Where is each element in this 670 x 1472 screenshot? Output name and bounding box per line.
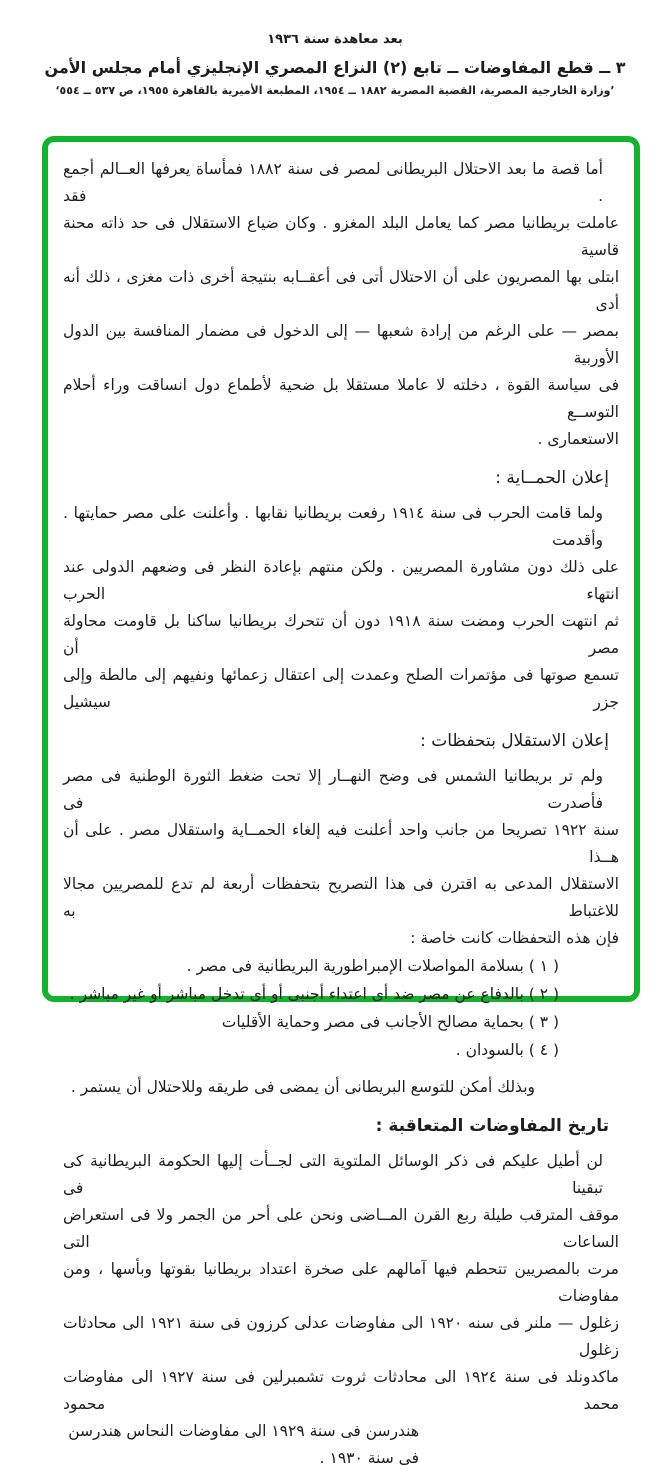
paragraph-line: سنة ١٩٢٢ تصريحا من جانب واحد أعلنت فيه إلغاء الحمــاية واستقلال مصر . على أن هــذا (63, 821, 619, 866)
paragraph-line: أما قصة ما بعد الاحتلال البريطانى لمصر فى سنة ١٨٨٢ فمأساة يعرفها العــالم أجمع . فقد (63, 160, 603, 205)
paragraph-line: مرت بالمصريين تتحطم فيها آمالهم على صخرة اعتداد بريطانيا بقوتها وبأسها ، ومن مفاوضات (63, 1260, 619, 1305)
paragraph-line: فإن هذه التحفظات كانت خاصة : (410, 929, 619, 947)
document-title: ٣ ــ قطع المفاوضات ــ تابع (٢) النزاع المصري الإنجليزي أمام مجلس الأمن (44, 58, 626, 77)
paragraph-line: بمصر — على الرغم من إرادة شعبها — إلى الدخول فى مضمار المنافسة بين الدول الأوربية (63, 322, 619, 367)
source-citation: ’وزارة الخارجية المصرية، القضية المصرية ١٨٨٢ ــ ١٩٥٤، المطبعة الأميرية بالقاهرة ١٩٥٥، ص ٥٣٧ ــ ٥٥٤‘ (55, 84, 615, 97)
section-heading-protection: إعلان الحمــاية : (495, 468, 609, 488)
list-item-2: ( ٢ ) بالدفاع عن مصر ضد أى اعتداء أجنبى أو أى تدخل مباشر أو غير مباشر . (69, 985, 559, 1003)
list-item-1: ( ١ ) بسلامة المواصلات الإمبراطورية البريطانية فى مصر . (186, 957, 559, 975)
paragraph-line: ولما قامت الحرب فى سنة ١٩١٤ رفعت بريطانيا نقابها . وأعلنت على مصر حمايتها . وأقدمت (63, 504, 603, 549)
paragraph-independence (63, 763, 619, 952)
paragraph-line: عاملت بريطانيا مصر كما يعامل البلد المغزو . وكان ضياع الاستقلال فى حد ذاته محنة قاسية (63, 214, 619, 259)
paragraph-occupation (63, 156, 619, 453)
paragraph-line: الاستقلال المدعى به اقترن فى هذا التصريح بتحفظات أربعة لم تدع للمصريين مجالا للاغتباط به (63, 875, 619, 920)
paragraph-line: تسمع صوتها فى مؤتمرات الصلح وعمدت إلى اعتقال زعمائها ونفيهم إلى مالطة وإلى جزر سيشيل (63, 666, 619, 711)
paragraph-line: ابتلى بها المصريون على أن الاحتلال أتى فى أعقــابه بنتيجة أخرى ذات مغزى ، ذلك أنه أدى (63, 268, 619, 313)
list-item-4: ( ٤ ) بالسودان . (455, 1041, 559, 1059)
section-heading-independence: إعلان الاستقلال بتحفظات : (420, 731, 609, 751)
closing-line: وبذلك أمكن للتوسع البريطانى أن يمضى فى طريقه وللاحتلال أن يستمر . (70, 1078, 535, 1096)
reservations-list (63, 952, 619, 1064)
paragraph-line: ولم تر بريطانيا الشمس فى وضح النهــار إلا تحت ضغط الثورة الوطنية فى مصر فأصدرت فى (63, 767, 603, 812)
paragraph-line: زغلول — ملنر فى سنه ١٩٢٠ الى مفاوضات عدلى كرزون فى سنة ١٩٢١ الى محادثات زغلول (63, 1314, 619, 1359)
paragraph-line: فى سياسة القوة ، دخلته لا عاملا مستقلا بل ضحية لأطماع دول انساقت وراء أحلام التوســع (63, 376, 619, 421)
paragraph-line: الاستعمارى . (537, 430, 619, 448)
paragraph-line: ماكدونلد فى سنة ١٩٢٤ الى محادثات ثروت تشمبرلين فى سنة ١٩٢٧ الى مفاوضات محمد محمود (63, 1368, 619, 1413)
paragraph-protection (63, 500, 619, 716)
green-border-frame (42, 136, 640, 1467)
section-heading-negotiations-history: تاريخ المفاوضات المتعاقبة : (375, 1116, 609, 1136)
treaty-year-line: بعد معاهدة سنة ١٩٣٦ (267, 32, 403, 47)
paragraph-negotiations (63, 1148, 619, 1472)
page-header (0, 0, 670, 97)
paragraph-line: هندرسن فى سنة ١٩٢٩ الى مفاوضات النحاس هندرسن فى سنة ١٩٣٠ . (68, 1422, 419, 1467)
paragraph-line: على ذلك دون مشاورة المصريين . ولكن منتهم بإعادة النظر فى وضعهم الدولى عند انتهاء الحرب (63, 558, 619, 603)
paragraph-line: موقف المترقب طيلة ربع القرن المــاضى ونحن على أحر من الجمر ولا فى استعراض الساعات التى (63, 1206, 619, 1251)
list-item-3: ( ٣ ) بحماية مصالح الأجانب فى مصر وحماية الأقليات (221, 1013, 559, 1031)
paragraph-line: لن أطيل عليكم فى ذكر الوسائل الملتوية التى لجــأت إليها الحكومة البريطانية كى تبقينا فى (63, 1152, 603, 1197)
paragraph-line: ثم انتهت الحرب ومضت سنة ١٩١٨ دون أن تتحرك بريطانيا ساكنا بل قاومت محاولة مصر أن (63, 612, 619, 657)
